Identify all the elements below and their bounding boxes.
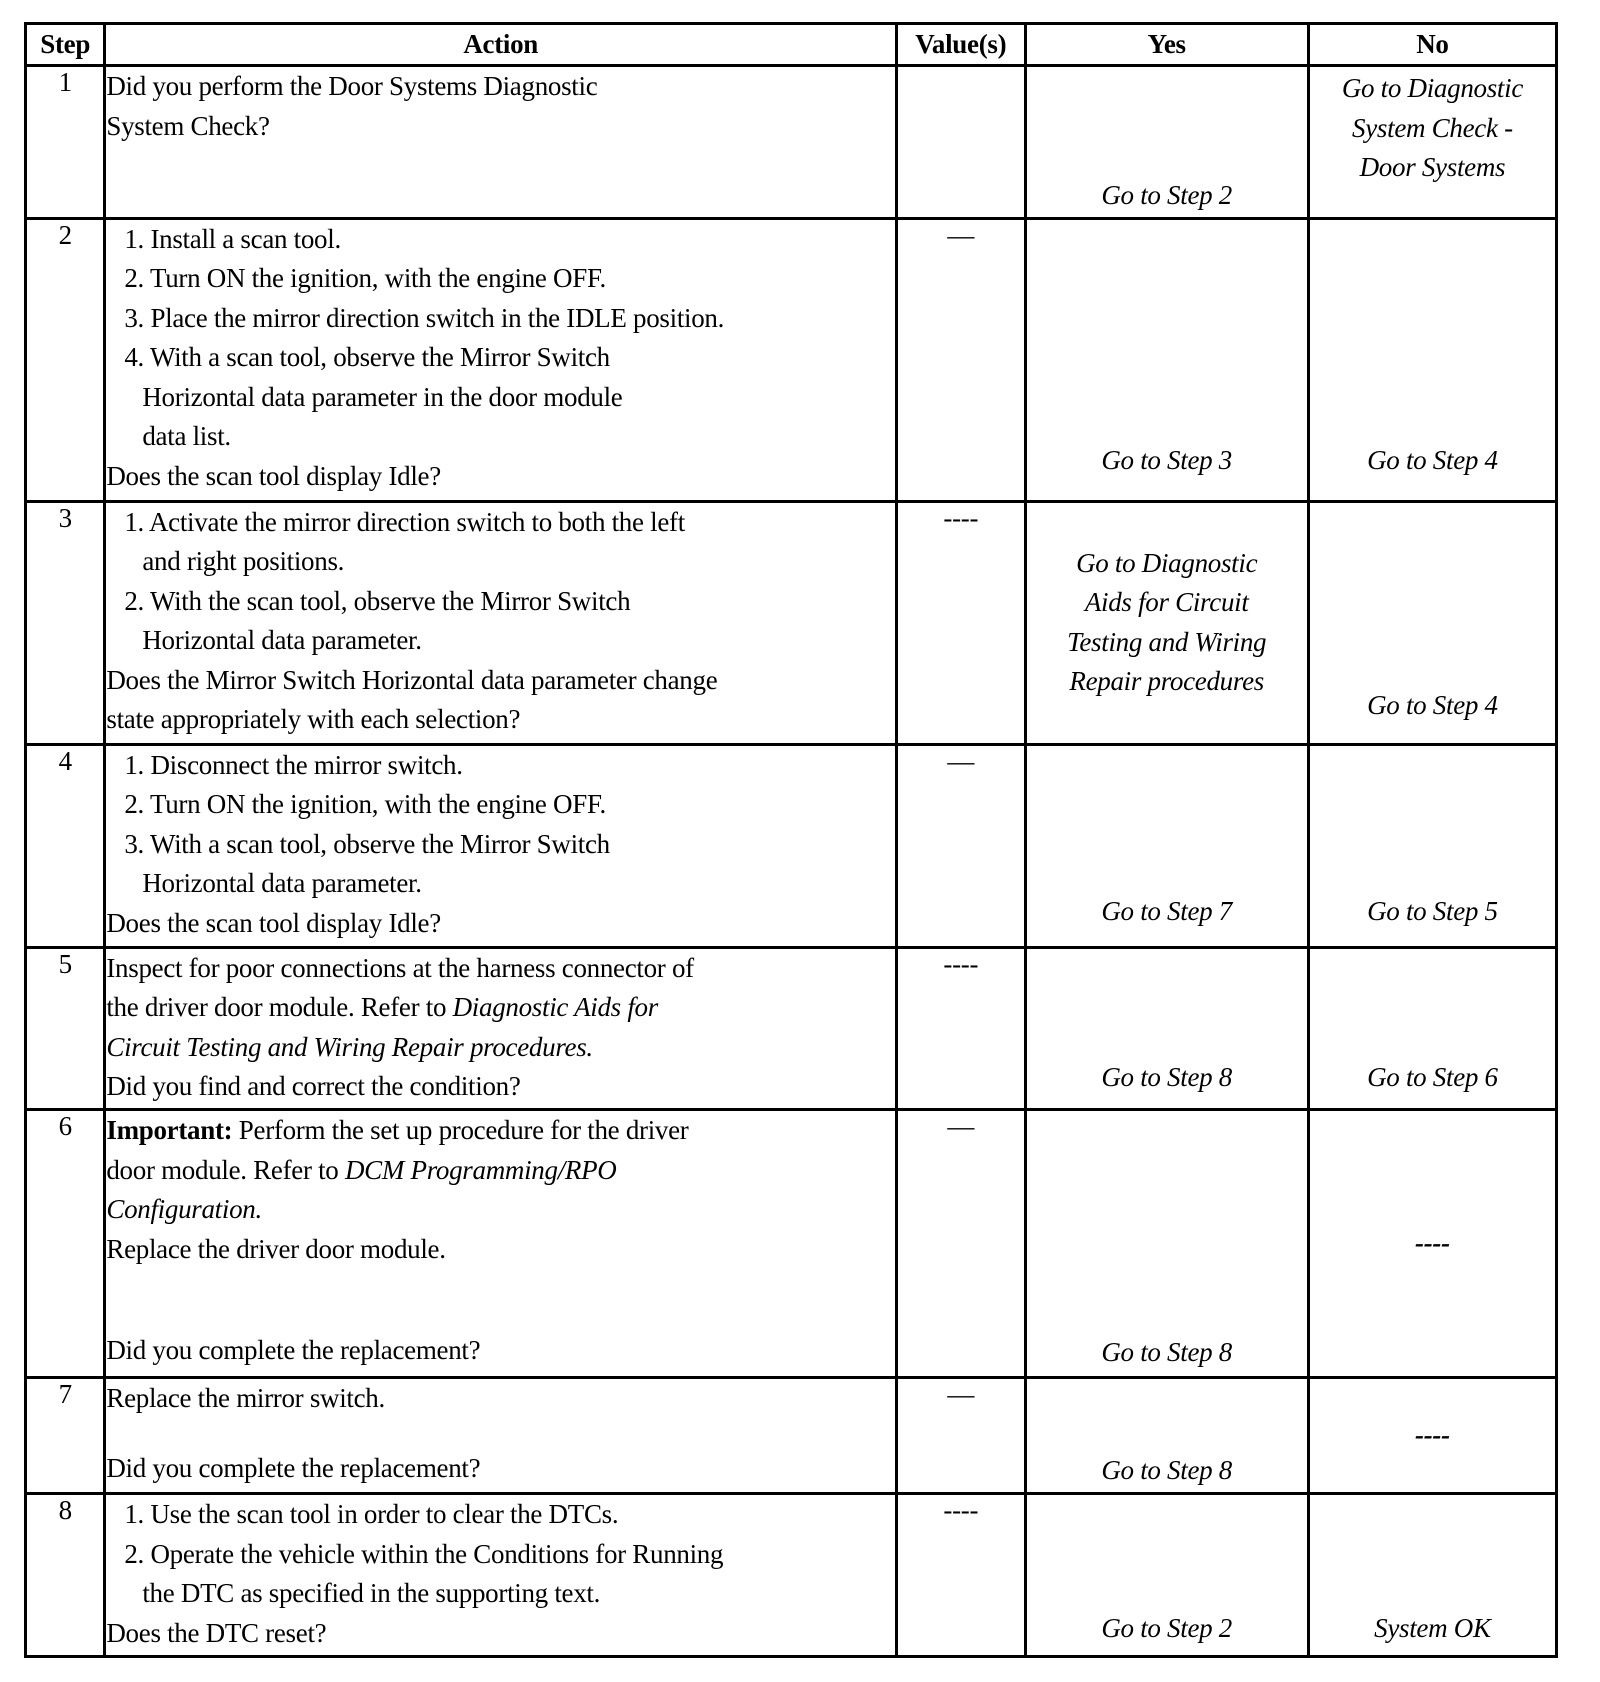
reference-link[interactable]: DCM Programming/RPO (344, 1154, 617, 1185)
important-label: Important: (106, 1115, 233, 1146)
yes-link[interactable]: Go to Step 2 (1101, 179, 1232, 210)
step-number: 4 (26, 744, 105, 947)
step-number: 8 (26, 1494, 105, 1657)
no-link[interactable]: Door Systems (1359, 152, 1506, 182)
value-cell: — (896, 744, 1025, 947)
action-line: the DTC as specified in the supporting text. (142, 1578, 601, 1608)
action-line (106, 988, 895, 1028)
reference-link[interactable]: Configuration. (106, 1194, 262, 1225)
step-number: 2 (26, 218, 105, 501)
action-line: 2. Operate the vehicle within the Conditions for Running (124, 1538, 724, 1569)
diagnostic-table (24, 22, 1558, 1658)
action-line: 1. Activate the mirror direction switch to both the left (124, 506, 685, 537)
table-row (26, 947, 1557, 1110)
action-cell (105, 66, 897, 219)
no-link[interactable]: Go to Step 6 (1367, 1062, 1498, 1092)
yes-link[interactable]: Aids for Circuit (1084, 587, 1249, 618)
no-link[interactable]: Go to Step 4 (1367, 445, 1498, 476)
table-row (26, 66, 1557, 219)
action-line (106, 1151, 895, 1191)
action-line: Replace the mirror switch. (106, 1382, 385, 1413)
action-line: Does the Mirror Switch Horizontal data parameter change (106, 664, 718, 695)
yes-cell (1025, 218, 1308, 501)
table-row (26, 501, 1557, 744)
no-cell (1308, 744, 1556, 947)
action-cell (105, 218, 897, 501)
action-line: 1. Use the scan tool in order to clear the DTCs. (124, 1499, 619, 1529)
step-number: 6 (26, 1110, 105, 1377)
yes-link[interactable]: Go to Step 2 (1101, 1612, 1232, 1643)
action-line: 1. Install a scan tool. (124, 223, 341, 254)
value-cell (896, 66, 1025, 219)
no-cell: ---- (1308, 1110, 1556, 1377)
value-cell: — (896, 218, 1025, 501)
no-link[interactable]: Go to Step 4 (1367, 690, 1498, 721)
action-line: state appropriately with each selection? (106, 704, 521, 735)
yes-link[interactable]: Go to Diagnostic (1076, 547, 1258, 578)
action-line: Replace the driver door module. (106, 1233, 446, 1264)
action-line: System Check? (106, 110, 270, 141)
no-link[interactable]: System Check - (1352, 112, 1513, 143)
step-number: 1 (26, 66, 105, 219)
yes-cell (1025, 1377, 1308, 1493)
action-cell (105, 1377, 897, 1493)
no-cell: ---- (1308, 1377, 1556, 1493)
no-cell (1308, 1494, 1556, 1657)
action-line: 3. Place the mirror direction switch in the IDLE position. (124, 302, 725, 333)
action-line: Does the DTC reset? (106, 1617, 327, 1648)
action-line: data list. (142, 421, 231, 452)
table-row (26, 1377, 1557, 1493)
action-text: door module. Refer to (106, 1154, 345, 1185)
yes-cell (1025, 1110, 1308, 1377)
value-cell: — (896, 1110, 1025, 1377)
value-cell: — (896, 1377, 1025, 1493)
action-line: Horizontal data parameter. (142, 868, 422, 899)
action-cell (105, 744, 897, 947)
no-cell (1308, 501, 1556, 744)
yes-link[interactable]: Repair procedures (1069, 666, 1264, 697)
table-row (26, 218, 1557, 501)
action-line: Horizontal data parameter in the door module (142, 381, 623, 412)
action-line: Horizontal data parameter. (142, 625, 422, 656)
step-number: 7 (26, 1377, 105, 1493)
reference-link[interactable]: Circuit Testing and Wiring Repair procedures. (106, 1031, 593, 1062)
yes-link[interactable]: Go to Step 8 (1101, 1455, 1232, 1486)
table-row (26, 1494, 1557, 1657)
action-line: Did you complete the replacement? (106, 1453, 481, 1484)
yes-link[interactable]: Go to Step 8 (1101, 1336, 1232, 1367)
step-number: 5 (26, 947, 105, 1110)
value-cell: ---- (896, 501, 1025, 744)
yes-cell (1025, 66, 1308, 219)
table-row (26, 744, 1557, 947)
action-line: and right positions. (142, 546, 345, 577)
action-line: Did you complete the replacement? (106, 1334, 481, 1365)
action-text: the driver door module. Refer to (106, 992, 453, 1022)
action-cell (105, 1494, 897, 1657)
action-line: Does the scan tool display Idle? (106, 460, 441, 491)
no-link[interactable]: System OK (1374, 1612, 1491, 1643)
action-line (106, 1111, 895, 1151)
action-line: Inspect for poor connections at the harness connector of (106, 952, 694, 983)
header-values: Value(s) (896, 24, 1025, 66)
yes-link[interactable]: Go to Step 8 (1101, 1062, 1232, 1092)
value-cell: ---- (896, 1494, 1025, 1657)
action-line: 2. Turn ON the ignition, with the engine OFF. (124, 789, 606, 820)
action-line: 4. With a scan tool, observe the Mirror Switch (124, 342, 610, 373)
action-cell (105, 1110, 897, 1377)
action-text: Perform the set up procedure for the driver (232, 1115, 689, 1146)
action-line: 2. Turn ON the ignition, with the engine OFF. (124, 263, 606, 294)
header-action: Action (105, 24, 897, 66)
action-line: Does the scan tool display Idle? (106, 907, 441, 938)
no-cell (1308, 218, 1556, 501)
value-cell: ---- (896, 947, 1025, 1110)
reference-link[interactable]: Diagnostic Aids for (452, 992, 658, 1022)
no-link[interactable]: Go to Step 5 (1367, 896, 1498, 927)
yes-cell (1025, 501, 1308, 744)
yes-cell (1025, 744, 1308, 947)
header-row (26, 24, 1557, 66)
header-step: Step (26, 24, 105, 66)
action-cell (105, 947, 897, 1110)
action-line: 1. Disconnect the mirror switch. (124, 749, 463, 780)
action-line: Did you perform the Door Systems Diagnostic (106, 71, 598, 101)
no-cell (1308, 66, 1556, 219)
table-row (26, 1110, 1557, 1377)
yes-cell (1025, 1494, 1308, 1657)
step-number: 3 (26, 501, 105, 744)
action-line: 2. With the scan tool, observe the Mirror Switch (124, 585, 631, 616)
header-no: No (1308, 24, 1556, 66)
no-cell (1308, 947, 1556, 1110)
yes-cell (1025, 947, 1308, 1110)
action-cell (105, 501, 897, 744)
action-line: 3. With a scan tool, observe the Mirror Switch (124, 828, 610, 859)
yes-link[interactable]: Go to Step 7 (1101, 896, 1232, 927)
yes-link[interactable]: Testing and Wiring (1067, 626, 1267, 657)
no-link[interactable]: Go to Diagnostic (1341, 73, 1524, 103)
action-line: Did you find and correct the condition? (106, 1071, 521, 1101)
header-yes: Yes (1025, 24, 1308, 66)
yes-link[interactable]: Go to Step 3 (1101, 445, 1232, 476)
